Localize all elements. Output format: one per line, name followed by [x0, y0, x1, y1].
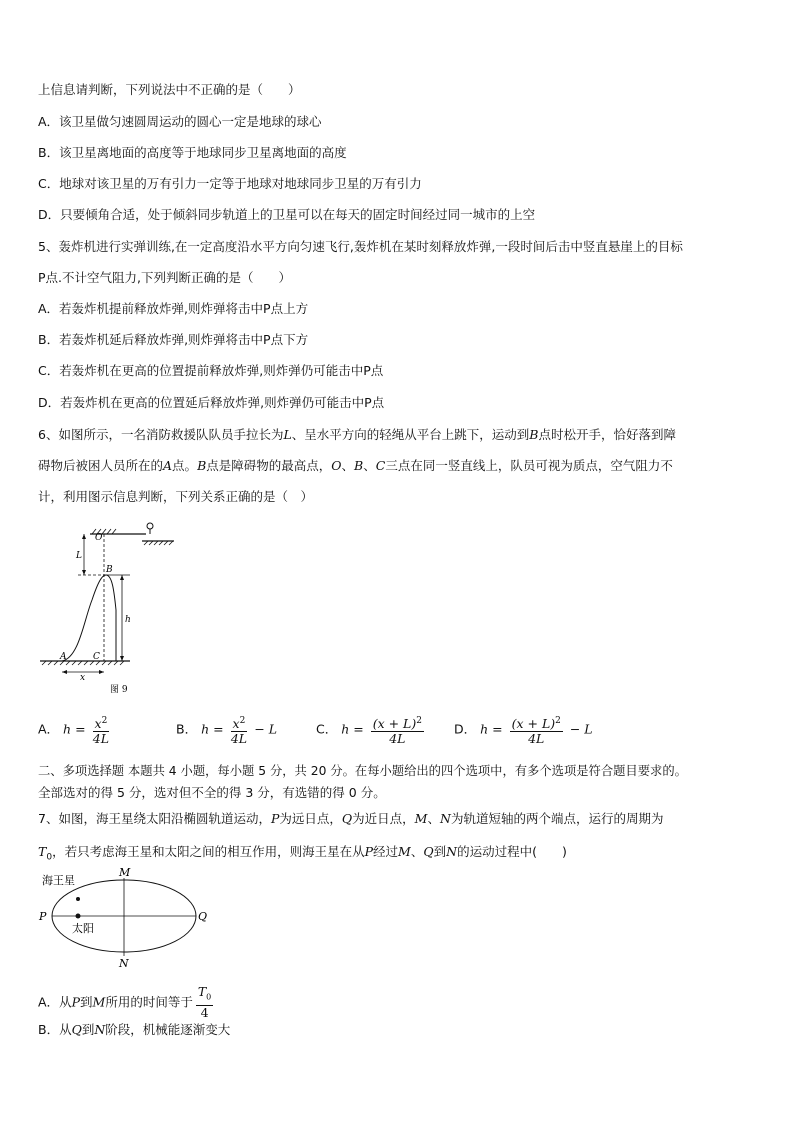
q5-option-b: B．若轰炸机延后释放炸弹,则炸弹将击中P点下方	[38, 332, 309, 347]
q4-option-c: C．地球对该卫星的万有引力一定等于地球对地球同步卫星的万有引力	[38, 176, 422, 191]
label-N: N	[119, 957, 129, 970]
q6-stem-line3: 计，利用图示信息判断，下列关系正确的是（ ）	[38, 489, 314, 504]
q7-stem-line1: 7、如图，海王星绕太阳沿椭圆轨道运动，P为远日点，Q为近日点，M、N为轨道短轴的两个端点，运行的周期为	[38, 811, 664, 826]
label-P: P	[39, 910, 47, 923]
q6-stem-line2: 碍物后被困人员所在的A点。B点是障碍物的最高点，O、B、C三点在同一竖直线上，队员可视为质点，空气阻力不	[38, 458, 673, 473]
label-B: B	[106, 565, 113, 575]
section2-instructions-line1: 二、多项选择题 本题共 4 小题，每小题 5 分，共 20 分。在每小题给出的四个选项中，有多个选项是符合题目要求的。	[38, 764, 687, 778]
label-M: M	[119, 866, 131, 879]
q5-option-c: C．若轰炸机在更高的位置提前释放炸弹,则炸弹仍可能击中P点	[38, 363, 384, 378]
label-Q: Q	[198, 910, 208, 923]
label-O: O	[95, 533, 103, 543]
q7-option-b: B．从Q到N阶段，机械能逐渐变大	[38, 1022, 231, 1037]
orbit-diagram	[38, 866, 218, 970]
pivot-circle	[147, 523, 153, 529]
q6-option-d: D． h = $\frac{(x + L)^2}{4L}$ − L	[454, 716, 593, 747]
q6-option-b: B． h = $\frac{x^2}{4L}$ − L	[176, 716, 278, 747]
label-C: C	[93, 652, 100, 662]
section2-instructions-line2: 全部选对的得 5 分，选对但不全的得 3 分，有选错的得 0 分。	[38, 785, 386, 800]
q5-option-a: A．若轰炸机提前释放炸弹,则炸弹将击中P点上方	[38, 301, 309, 316]
label-sun: 太阳	[72, 922, 94, 935]
q4-option-a: A．该卫星做匀速圆周运动的圆心一定是地球的球心	[38, 114, 322, 129]
figure-9-diagram	[34, 520, 184, 700]
q6-option-a: A． h = $\frac{x^2}{4L}$	[38, 716, 110, 747]
q7-stem-line2: $T_0$，若只考虑海王星和太阳之间的相互作用，则海王星在从P经过M、Q到N的运动过程中( )	[38, 844, 567, 863]
label-neptune: 海王星	[42, 874, 75, 887]
sun-dot	[76, 914, 81, 919]
q5-option-d: D．若轰炸机在更高的位置延后释放炸弹,则炸弹仍可能击中P点	[38, 395, 385, 410]
q6-stem-line1: 6、如图所示，一名消防救援队队员手拉长为L、呈水平方向的轻绳从平台上跳下，运动到B点时松开手，恰好落到障	[38, 427, 676, 442]
label-A: A	[60, 652, 67, 662]
label-L: L	[76, 551, 82, 561]
label-h: h	[125, 615, 131, 625]
q6-option-c: C． h = $\frac{(x + L)^2}{4L}$	[316, 716, 422, 747]
q4-option-b: B．该卫星离地面的高度等于地球同步卫星离地面的高度	[38, 145, 347, 160]
q7-option-a: A．从P到M所用的时间等于 $\frac{T_0}{4}$	[38, 984, 212, 1020]
figure-caption: 图 9	[110, 685, 128, 695]
obstacle-curve	[62, 575, 116, 661]
q4-tail-text: 上信息请判断，下列说法中不正确的是（ ）	[38, 82, 301, 97]
q5-stem-line1: 5、轰炸机进行实弹训练,在一定高度沿水平方向匀速飞行,轰炸机在某时刻释放炸弹,一段时间后击中竖直悬崖上的目标	[38, 239, 683, 254]
q4-option-d: D．只要倾角合适，处于倾斜同步轨道上的卫星可以在每天的固定时间经过同一城市的上空	[38, 207, 536, 222]
q5-stem-line2: P点.不计空气阻力,下列判断正确的是（ ）	[38, 270, 291, 285]
label-x: x	[80, 673, 86, 683]
neptune-dot	[76, 897, 80, 901]
